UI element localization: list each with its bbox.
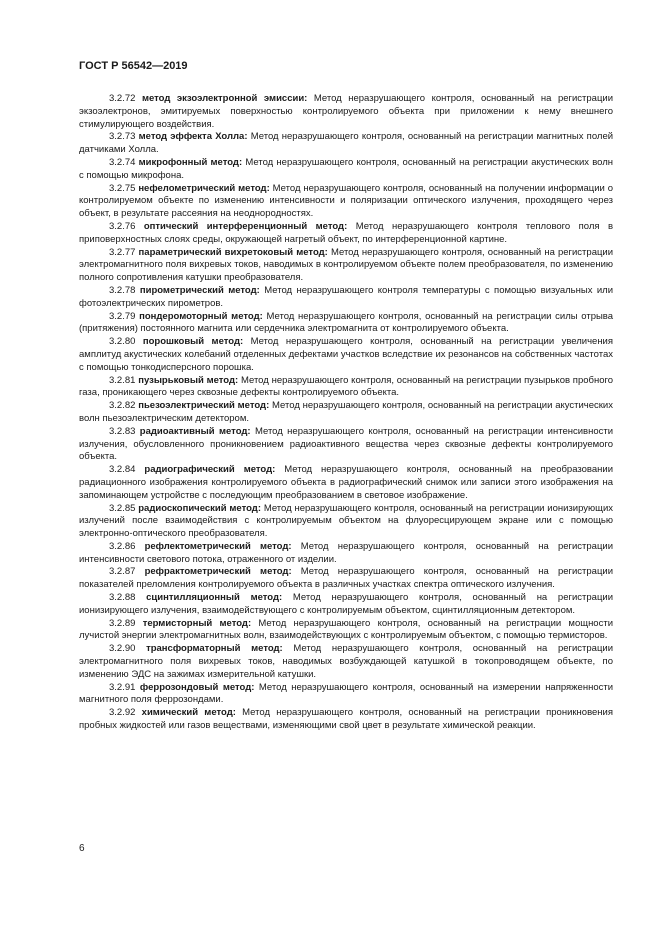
entry-text: Метод неразрушающего контроля, основанный на регистрации интенсивности светового потока, отраженного от изделии.	[79, 540, 614, 565]
entry-number: 3.2.81	[109, 374, 136, 386]
entry-text: Метод неразрушающего контроля, основанный на регистрации проникновения пробных жидкостей или газов веществами, изменяющими свой цвет в результате химической реакции.	[79, 707, 614, 732]
entry-text: Метод неразрушающего контроля, основанный на регистрации ионизирующих излучений после взаимодействия с контролируемым объектом на флуоресцирующем экране или с помощью электронно-оптического преобразователя.	[79, 502, 614, 540]
definition-entry	[79, 336, 613, 374]
entry-text: Метод неразрушающего контроля, основанный на регистрации увеличения амплитуд акустических колебаний отделенных дефектами участков вследствие их резонансов на собственных частотах с помощью тонкодисперсного порошка.	[79, 336, 614, 373]
definition-entry	[79, 592, 613, 618]
entry-term: параметрический вихретоковый метод:	[138, 246, 328, 258]
definition-entry	[79, 566, 613, 592]
entry-term: пондеромоторный метод:	[139, 310, 263, 322]
entry-number: 3.2.90	[109, 643, 136, 655]
entry-term: химический метод:	[141, 707, 236, 719]
entry-text: Метод неразрушающего контроля, основанный на измерении напряженности магнитного поля феррозондами.	[79, 681, 614, 706]
entry-number: 3.2.72	[109, 93, 136, 104]
entry-term: метод эффекта Холла:	[138, 131, 248, 143]
entry-text: Метод неразрушающего контроля, основанный на регистрации электромагнитного поля вихревых токов, наводимых возбуждающей катушкой в токопроводящем объекте, по изменению ЭДС на зажимах измерительной катушки.	[79, 643, 614, 680]
definition-entry	[79, 400, 613, 426]
entry-text: Метод неразрушающего контроля, основанный на регистрации электромагнитного поля вихревых токов, наводимых в контролируемом объекте полем преобразователя, по изменению полного сопротивления катушки преобразователя.	[79, 246, 614, 284]
definition-entry	[79, 157, 613, 183]
definition-entry	[79, 221, 613, 247]
entry-text: Метод неразрушающего контроля, основанный на получении информации о контролируемом объекте по изменению интенсивности и поляризации оптического излучения, проходящего через объект, в результате рассеяния на неоднородностях.	[79, 182, 613, 220]
definition-entry	[79, 464, 613, 502]
page-number: 6	[79, 843, 85, 854]
entry-number: 3.2.76	[109, 220, 136, 232]
entry-term: микрофонный метод:	[138, 156, 243, 168]
entry-term: рефрактометрический метод:	[144, 566, 292, 578]
entry-number: 3.2.91	[109, 681, 136, 693]
entry-number: 3.2.85	[109, 502, 136, 514]
entry-number: 3.2.84	[109, 464, 136, 476]
entry-term: оптический интерференционный метод:	[143, 220, 348, 232]
definition-entry	[79, 618, 613, 644]
entry-text: Метод неразрушающего контроля, основанный на регистрации силы отрыва (притяжения) постоянного магнита или сердечника электромагнита от контролируемого объекта.	[79, 310, 614, 335]
definition-entry	[79, 285, 613, 311]
definition-entry	[79, 503, 613, 541]
entry-term: феррозондовый метод:	[139, 681, 255, 693]
entry-text: Метод неразрушающего контроля, основанный на регистрации мощности лучистой энергии электромагнитных волн, взаимодействующих с контролируемым объектом, с помощью термисторов.	[79, 617, 614, 642]
entry-number: 3.2.74	[109, 156, 136, 168]
document-body	[79, 93, 613, 733]
entry-text: Метод неразрушающего контроля, основанный на регистрации акустических волн пьезоэлектрическим детектором.	[79, 400, 613, 424]
entry-number: 3.2.87	[109, 566, 136, 578]
document-header: ГОСТ Р 56542—2019	[79, 60, 188, 72]
entry-number: 3.2.92	[109, 707, 136, 719]
entry-term: метод экзоэлектронной эмиссии:	[141, 93, 308, 104]
entry-term: нефелометрический метод:	[138, 182, 270, 194]
entry-text: Метод неразрушающего контроля теплового поля в приповерхностных слоях среды, окружающей нагретый объект, по интерференционной картине.	[79, 220, 614, 245]
definition-entry	[79, 375, 613, 401]
definition-entry	[79, 541, 613, 567]
entry-text: Метод неразрушающего контроля, основанный на регистрации показателей преломления контролируемого объекта в различных участках спектра оптического излучения.	[79, 566, 614, 591]
entry-term: сцинтилляционный метод:	[146, 592, 283, 604]
entry-term: радиографический метод:	[144, 464, 276, 476]
definition-entry	[79, 707, 613, 733]
definition-entry	[79, 183, 613, 221]
definition-entry	[79, 426, 613, 464]
entry-term: пузырьковый метод:	[138, 374, 239, 386]
entry-number: 3.2.80	[109, 336, 136, 348]
entry-number: 3.2.79	[109, 310, 136, 322]
entry-number: 3.2.75	[109, 182, 136, 194]
entry-number: 3.2.73	[109, 131, 136, 143]
entry-text: Метод неразрушающего контроля температуры с помощью визуальных или фотоэлектрических пирометров.	[79, 284, 614, 309]
entry-term: радиоактивный метод:	[139, 425, 251, 437]
entry-term: трансформаторный метод:	[146, 643, 283, 655]
entry-term: радиоскопический метод:	[138, 502, 261, 514]
entry-term: порошковый метод:	[142, 336, 244, 348]
entry-number: 3.2.88	[109, 592, 136, 604]
entry-text: Метод неразрушающего контроля, основанный на регистрации акустических волн с помощью микрофона.	[79, 156, 614, 181]
definition-entry	[79, 311, 613, 337]
entry-number: 3.2.78	[109, 284, 136, 296]
definition-entry	[79, 131, 613, 157]
entry-number: 3.2.77	[109, 246, 136, 258]
definition-entry	[79, 643, 613, 681]
entry-text: Метод неразрушающего контроля, основанный на регистрации пузырьков пробного газа, проникающего через сквозные дефекты контролируемого объекта.	[79, 374, 614, 399]
entry-number: 3.2.86	[109, 540, 136, 552]
entry-text: Метод неразрушающего контроля, основанный на регистрации ионизирующего излучения, взаимодействующего с контролируемым объектом, сцинтилляционным детектором.	[79, 592, 613, 616]
entry-term: термисторный метод:	[142, 617, 252, 629]
entry-text: Метод неразрушающего контроля, основанный на регистрации интенсивности излучения, обусловленного проникновением радиоактивного вещества через сквозные дефекты контролируемого объекта.	[79, 425, 614, 463]
definition-entry	[79, 247, 613, 285]
entry-number: 3.2.83	[109, 425, 136, 437]
entry-term: пирометрический метод:	[139, 284, 260, 296]
entry-number: 3.2.82	[109, 400, 136, 412]
definition-entry	[79, 93, 613, 131]
entry-text: Метод неразрушающего контроля, основанный на регистрации магнитных полей датчиками Холла.	[79, 131, 614, 156]
entry-text: Метод неразрушающего контроля, основанный на преобразовании радиационного изображения контролируемого объекта в радиографический снимок или записи этого изображения на запоминающем устройстве с последующим преобразованием в световое изображение.	[79, 464, 614, 501]
entry-text: Метод неразрушающего контроля, основанный на регистрации экзоэлектронов, эмитируемых поверхностью контролируемого объекта при приложении к нему внешнего стимулирующего воздействия.	[79, 93, 614, 130]
definition-entry	[79, 682, 613, 708]
entry-number: 3.2.89	[109, 617, 136, 629]
entry-term: пьезоэлектрический метод:	[138, 400, 270, 412]
entry-term: рефлектометрический метод:	[144, 540, 292, 552]
